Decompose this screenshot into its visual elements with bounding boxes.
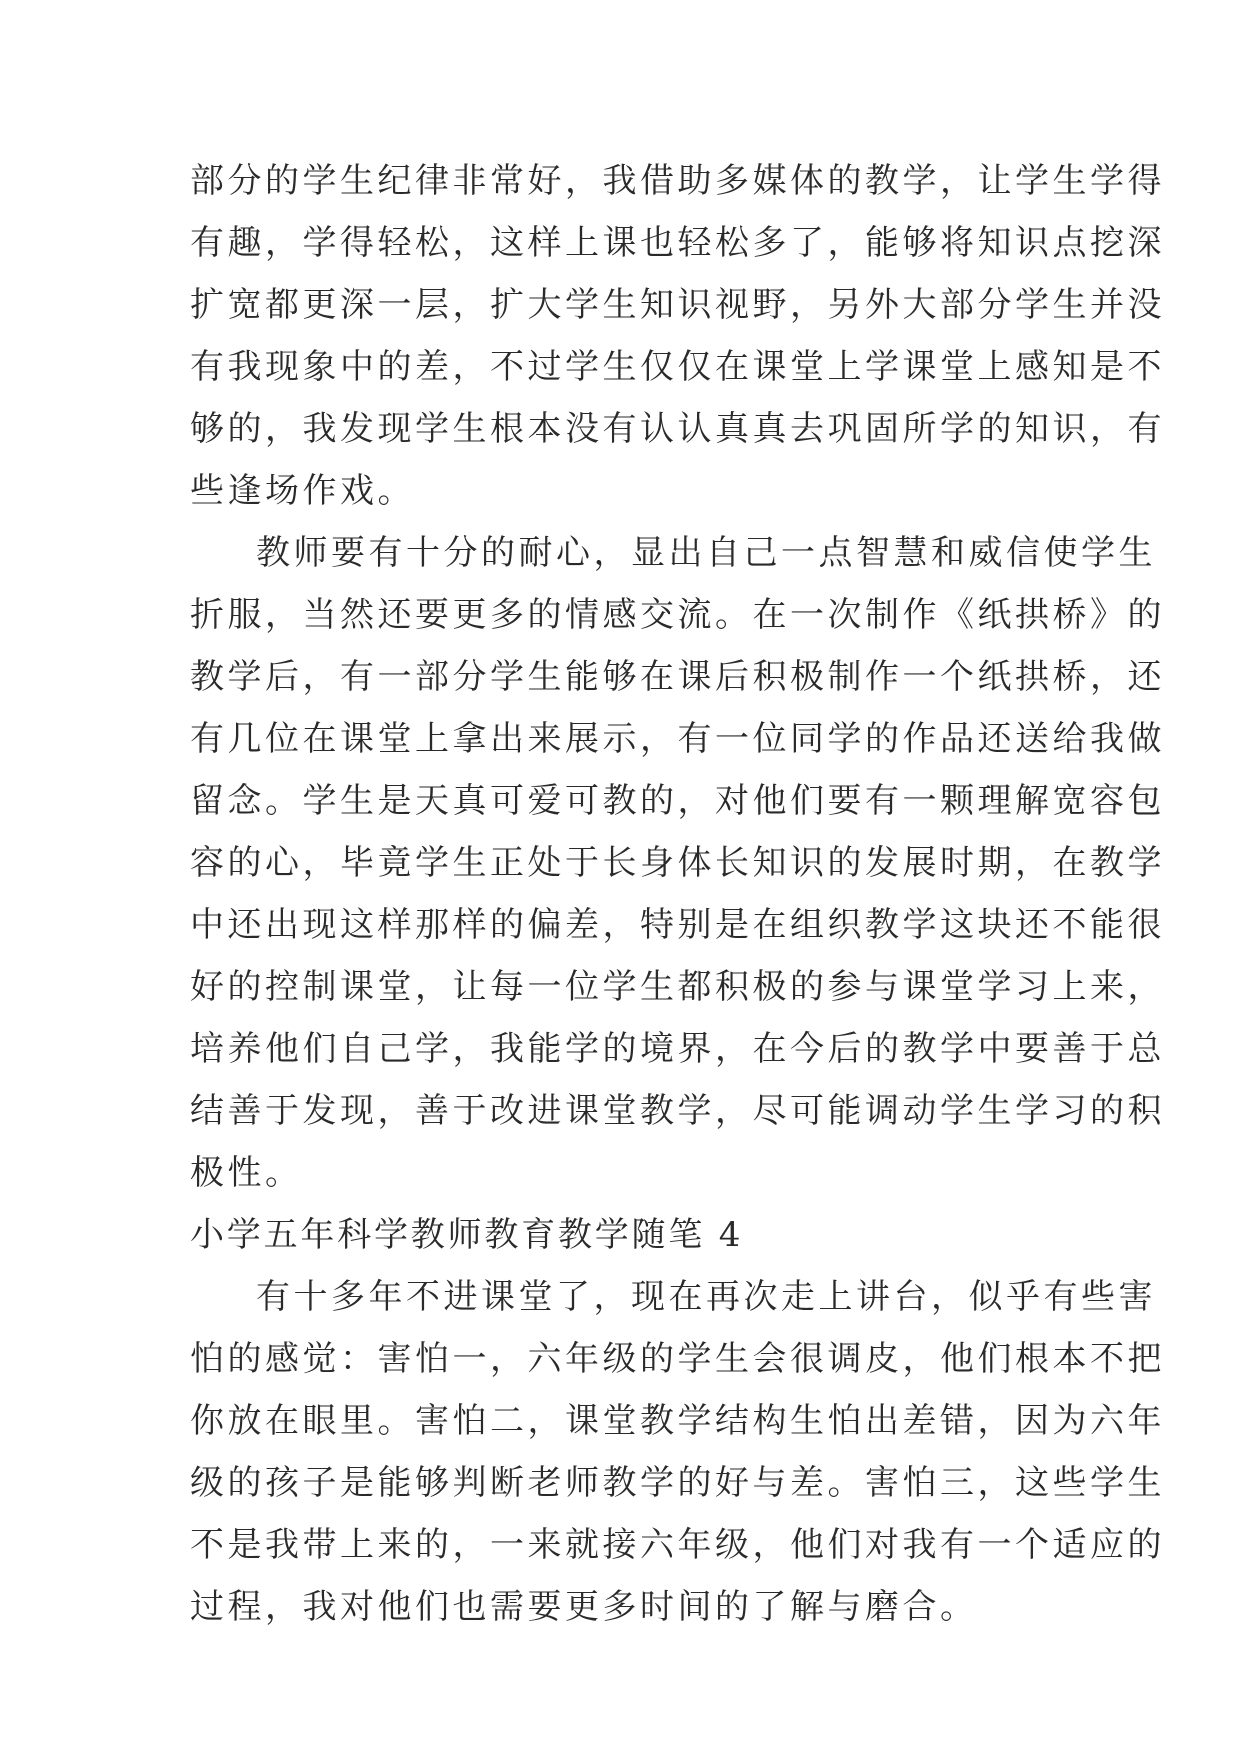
text-line: 不是我带上来的，一来就接六年级，他们对我有一个适应的 bbox=[190, 1525, 1165, 1565]
text-line: 你放在眼里。害怕二，课堂教学结构生怕出差错，因为六年 bbox=[190, 1401, 1165, 1441]
text-line: 培养他们自己学，我能学的境界，在今后的教学中要善于总 bbox=[190, 1029, 1165, 1069]
text-line-indented: 教师要有十分的耐心，显出自己一点智慧和威信使学生 bbox=[256, 533, 1156, 573]
text-line-indented: 有十多年不进课堂了，现在再次走上讲台，似乎有些害 bbox=[256, 1277, 1156, 1317]
paragraph-2 bbox=[190, 522, 1165, 1204]
text-line: 些逢场作戏。 bbox=[190, 471, 415, 511]
text-line: 中还出现这样那样的偏差，特别是在组织教学这块还不能很 bbox=[190, 905, 1165, 945]
text-line: 过程，我对他们也需要更多时间的了解与磨合。 bbox=[190, 1587, 978, 1627]
text-line: 有几位在课堂上拿出来展示，有一位同学的作品还送给我做 bbox=[190, 719, 1165, 759]
document-page bbox=[190, 150, 1165, 1638]
section-heading: 小学五年科学教师教育教学随笔 4 bbox=[190, 1215, 744, 1255]
text-line: 扩宽都更深一层，扩大学生知识视野，另外大部分学生并没 bbox=[190, 285, 1165, 325]
text-line: 有我现象中的差，不过学生仅仅在课堂上学课堂上感知是不 bbox=[190, 347, 1165, 387]
text-line: 极性。 bbox=[190, 1153, 303, 1193]
text-line: 部分的学生纪律非常好，我借助多媒体的教学，让学生学得 bbox=[190, 161, 1165, 201]
text-line: 容的心，毕竟学生正处于长身体长知识的发展时期，在教学 bbox=[190, 843, 1165, 883]
text-line: 教学后，有一部分学生能够在课后积极制作一个纸拱桥，还 bbox=[190, 657, 1165, 697]
text-line: 折服，当然还要更多的情感交流。在一次制作《纸拱桥》的 bbox=[190, 595, 1165, 635]
text-line: 有趣，学得轻松，这样上课也轻松多了，能够将知识点挖深 bbox=[190, 223, 1165, 263]
paragraph-1 bbox=[190, 150, 1165, 522]
paragraph-3 bbox=[190, 1266, 1165, 1638]
text-line: 留念。学生是天真可爱可教的，对他们要有一颗理解宽容包 bbox=[190, 781, 1165, 821]
text-line: 结善于发现，善于改进课堂教学，尽可能调动学生学习的积 bbox=[190, 1091, 1165, 1131]
text-line: 够的，我发现学生根本没有认认真真去巩固所学的知识，有 bbox=[190, 409, 1165, 449]
text-line: 怕的感觉：害怕一，六年级的学生会很调皮，他们根本不把 bbox=[190, 1339, 1165, 1379]
text-line: 级的孩子是能够判断老师教学的好与差。害怕三，这些学生 bbox=[190, 1463, 1165, 1503]
text-line: 好的控制课堂，让每一位学生都积极的参与课堂学习上来， bbox=[190, 967, 1165, 1007]
